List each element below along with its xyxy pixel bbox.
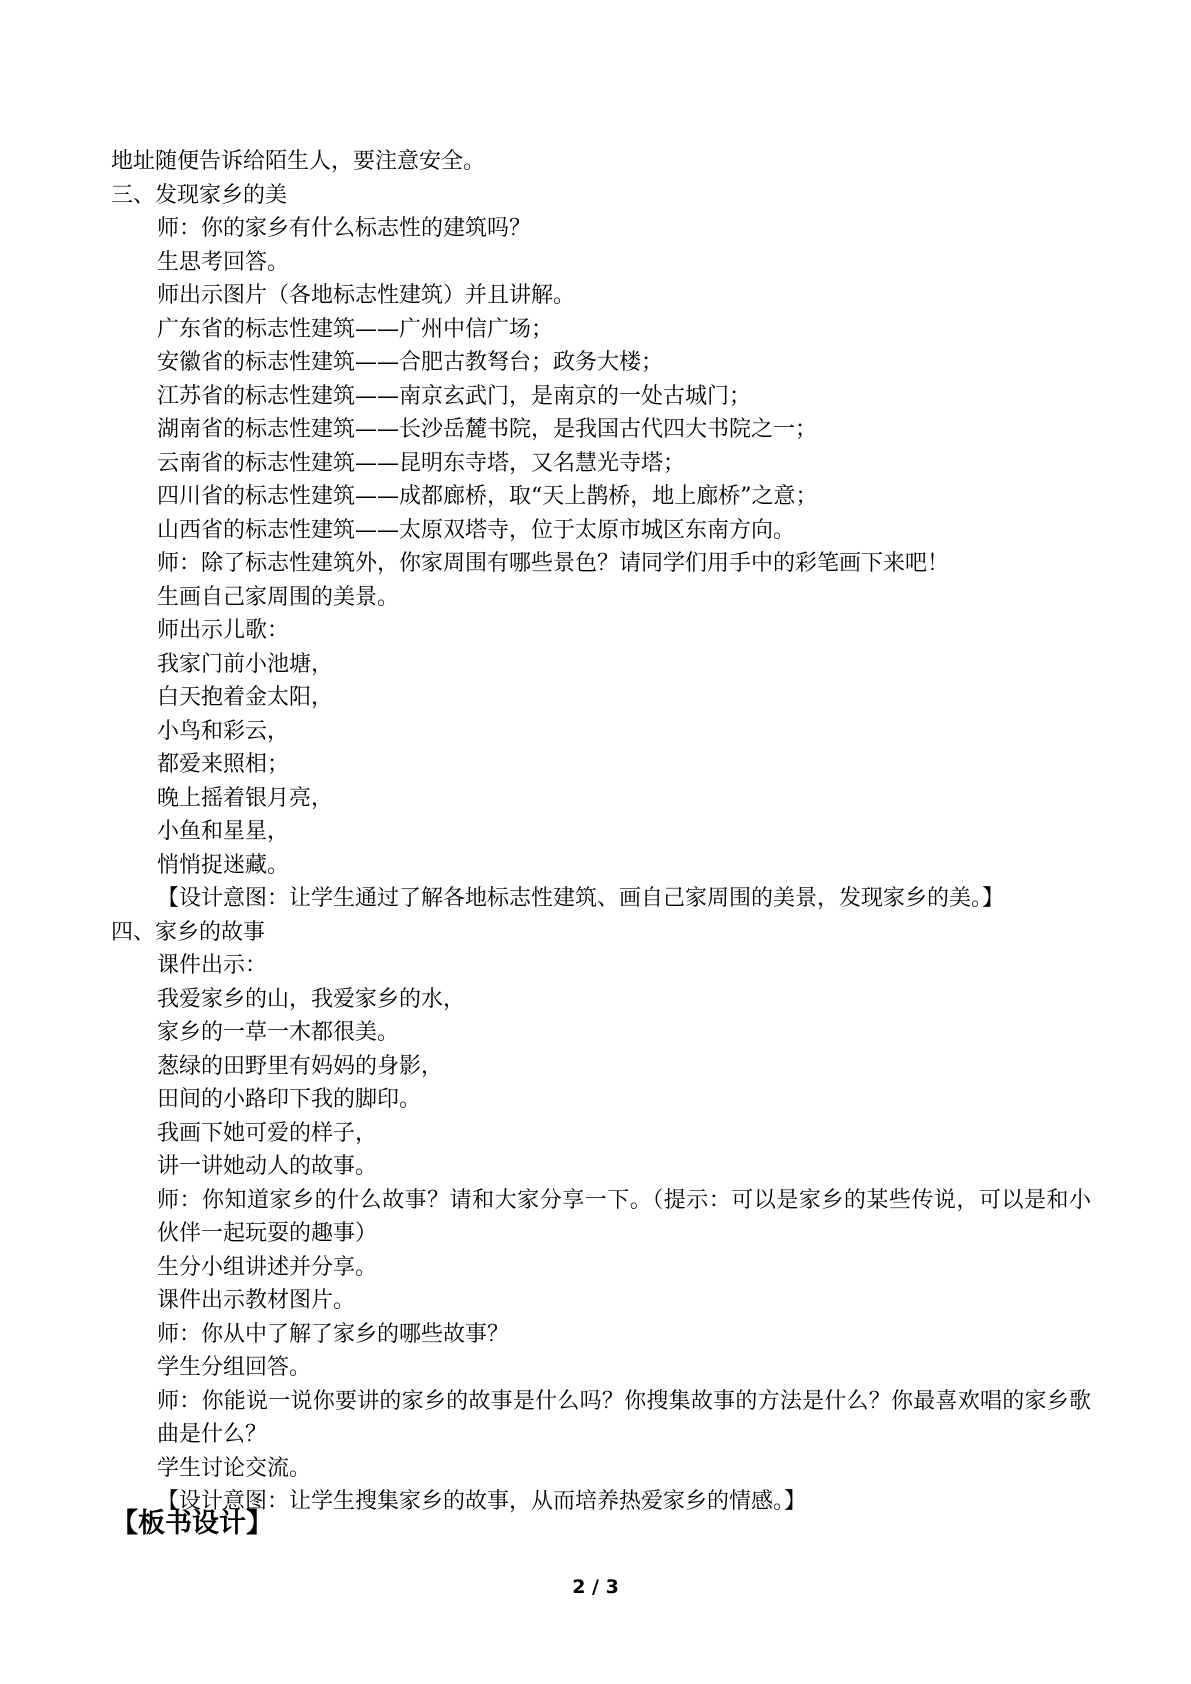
paragraph-line: 湖南省的标志性建筑——长沙岳麓书院，是我国古代四大书院之一； bbox=[157, 417, 818, 442]
paragraph-line: 晚上摇着银月亮， bbox=[157, 785, 334, 811]
paragraph-line: 师：你从中了解了家乡的哪些故事？ bbox=[157, 1321, 510, 1347]
paragraph-line: 师：你知道家乡的什么故事？请和大家分享一下。（提示：可以是家乡的某些传说，可以是和小伙伴一起玩耍的趣事） bbox=[157, 1187, 1091, 1246]
paragraph-line: 三、发现家乡的美 bbox=[111, 182, 288, 208]
paragraph-line: 课件出示教材图片。 bbox=[157, 1288, 356, 1313]
paragraph-line: 生思考回答。 bbox=[157, 249, 290, 275]
paragraph-line: 地址随便告诉给陌生人，要注意安全。 bbox=[111, 149, 486, 174]
body-text bbox=[111, 145, 1091, 1519]
paragraph-line: 都爱来照相； bbox=[157, 752, 290, 777]
paragraph-line: 讲一讲她动人的故事。 bbox=[157, 1154, 378, 1179]
paragraph-line: 广东省的标志性建筑——广州中信广场； bbox=[157, 316, 554, 342]
paragraph-line: 田间的小路印下我的脚印。 bbox=[157, 1087, 422, 1112]
paragraph-line: 学生分组回答。 bbox=[157, 1355, 312, 1380]
paragraph-line: 云南省的标志性建筑——昆明东寺塔，又名慧光寺塔； bbox=[157, 450, 686, 476]
paragraph-line: 生画自己家周围的美景。 bbox=[157, 584, 400, 610]
paragraph-line: 山西省的标志性建筑——太原双塔寺，位于太原市城区东南方向。 bbox=[157, 517, 796, 543]
paragraph-line: 课件出示： bbox=[157, 953, 268, 978]
paragraph-line: 小鸟和彩云， bbox=[157, 718, 290, 744]
paragraph-line: 小鱼和星星， bbox=[157, 819, 290, 844]
paragraph-line: 葱绿的田野里有妈妈的身影， bbox=[157, 1053, 444, 1079]
paragraph-line: 安徽省的标志性建筑——合肥古教弩台；政务大楼； bbox=[157, 350, 664, 375]
paragraph-line: 四、家乡的故事 bbox=[111, 919, 266, 945]
paragraph-line: 四川省的标志性建筑——成都廊桥，取“天上鹊桥，地上廊桥”之意； bbox=[157, 484, 818, 509]
paragraph-line: 我画下她可爱的样子， bbox=[157, 1120, 378, 1146]
paragraph-line: 悄悄捉迷藏。 bbox=[157, 852, 290, 878]
paragraph-line: 我爱家乡的山，我爱家乡的水， bbox=[157, 986, 466, 1012]
paragraph-line: 白天抱着金太阳， bbox=[157, 685, 334, 710]
paragraph-line: 江苏省的标志性建筑——南京玄武门，是南京的一处古城门； bbox=[157, 383, 752, 409]
section-heading: 【板书设计】 bbox=[111, 1508, 273, 1539]
paragraph-line: 师出示图片（各地标志性建筑）并且讲解。 bbox=[157, 283, 576, 308]
paragraph-line: 家乡的一草一木都很美。 bbox=[157, 1020, 400, 1045]
paragraph-line: 学生讨论交流。 bbox=[157, 1455, 312, 1481]
paragraph-line: 师：你的家乡有什么标志性的建筑吗？ bbox=[157, 216, 532, 241]
paragraph-line: 师出示儿歌： bbox=[157, 618, 290, 643]
paragraph-line: 【设计意图：让学生通过了解各地标志性建筑、画自己家周围的美景，发现家乡的美。】 bbox=[157, 886, 1005, 911]
paragraph-line: 师：你能说一说你要讲的家乡的故事是什么吗？你搜集故事的方法是什么？你最喜欢唱的家乡歌曲是什么？ bbox=[157, 1388, 1091, 1447]
paragraph-line: 【设计意图：让学生搜集家乡的故事，从而培养热爱家乡的情感。】 bbox=[157, 1489, 807, 1514]
page-number: 2 / 3 bbox=[572, 1576, 619, 1598]
paragraph-line: 我家门前小池塘， bbox=[157, 651, 334, 677]
paragraph-line: 师：除了标志性建筑外，你家周围有哪些景色？请同学们用手中的彩笔画下来吧！ bbox=[157, 551, 950, 576]
paragraph-line: 生分小组讲述并分享。 bbox=[157, 1254, 378, 1280]
